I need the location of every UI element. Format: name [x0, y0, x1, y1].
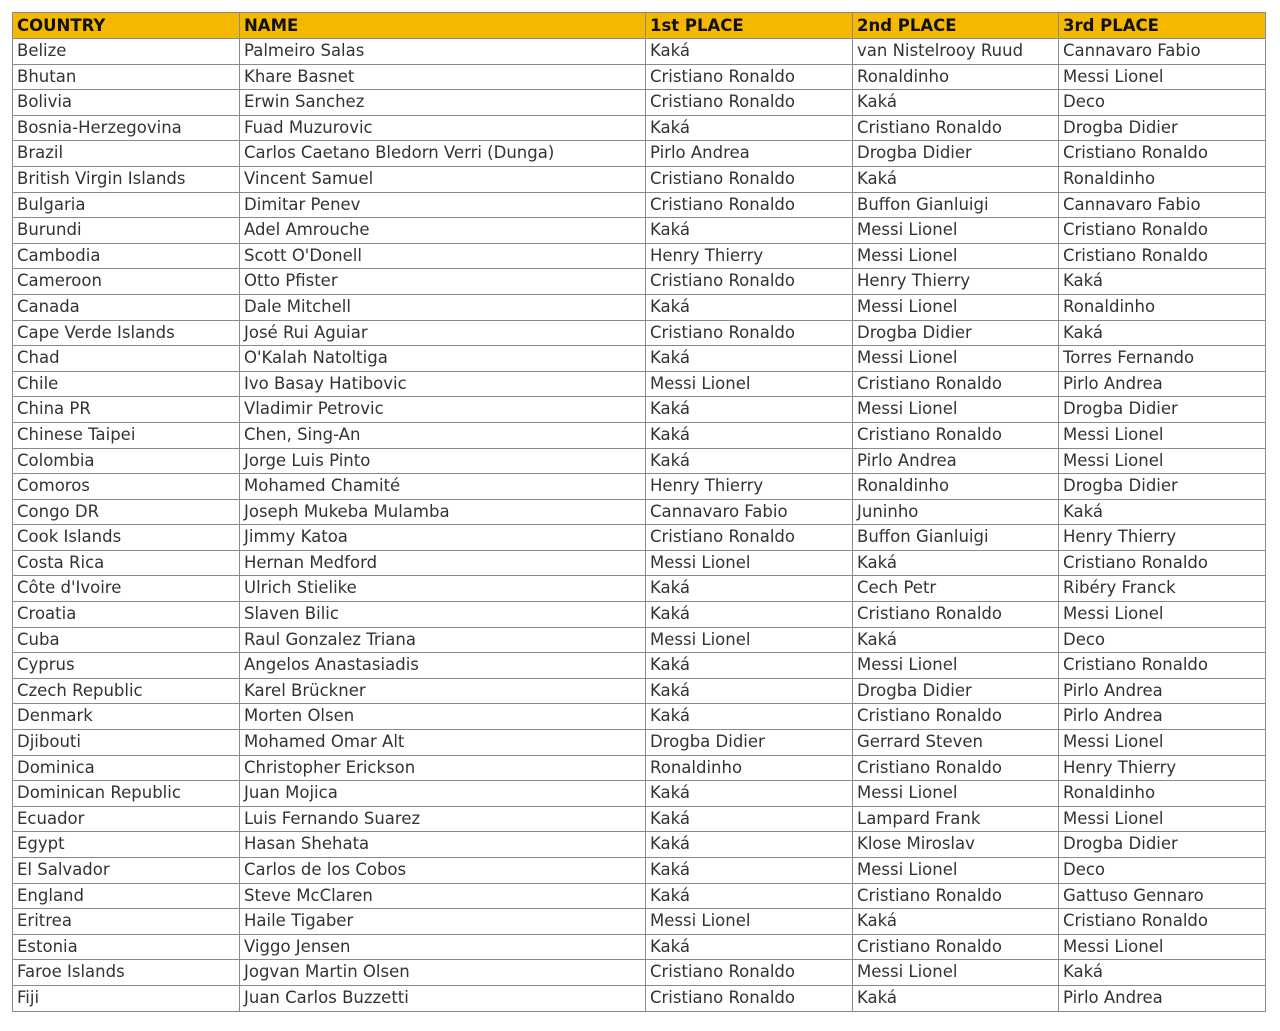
- cell-2nd-place: Cristiano Ronaldo: [853, 755, 1059, 781]
- cell-3rd-place: Torres Fernando: [1059, 346, 1266, 372]
- cell-country: Chile: [13, 371, 240, 397]
- cell-2nd-place: Buffon Gianluigi: [853, 525, 1059, 551]
- cell-2nd-place: Kaká: [853, 166, 1059, 192]
- cell-country: Estonia: [13, 934, 240, 960]
- cell-1st-place: Kaká: [646, 294, 853, 320]
- cell-3rd-place: Henry Thierry: [1059, 755, 1266, 781]
- cell-name: Raul Gonzalez Triana: [240, 627, 646, 653]
- cell-1st-place: Cristiano Ronaldo: [646, 960, 853, 986]
- cell-1st-place: Messi Lionel: [646, 371, 853, 397]
- cell-1st-place: Kaká: [646, 934, 853, 960]
- cell-name: Ulrich Stielike: [240, 576, 646, 602]
- cell-3rd-place: Kaká: [1059, 960, 1266, 986]
- cell-name: Karel Brückner: [240, 678, 646, 704]
- votes-table: [12, 12, 1266, 1012]
- cell-name: José Rui Aguiar: [240, 320, 646, 346]
- cell-3rd-place: Messi Lionel: [1059, 64, 1266, 90]
- cell-name: Palmeiro Salas: [240, 39, 646, 65]
- cell-3rd-place: Drogba Didier: [1059, 832, 1266, 858]
- cell-2nd-place: Klose Miroslav: [853, 832, 1059, 858]
- cell-name: Otto Pfister: [240, 269, 646, 295]
- cell-name: Dimitar Penev: [240, 192, 646, 218]
- table-row: [13, 960, 1266, 986]
- cell-1st-place: Cristiano Ronaldo: [646, 320, 853, 346]
- cell-3rd-place: Messi Lionel: [1059, 730, 1266, 756]
- cell-name: Vladimir Petrovic: [240, 397, 646, 423]
- cell-1st-place: Cristiano Ronaldo: [646, 192, 853, 218]
- table-row: [13, 499, 1266, 525]
- cell-3rd-place: Drogba Didier: [1059, 397, 1266, 423]
- cell-country: Cape Verde Islands: [13, 320, 240, 346]
- table-row: [13, 141, 1266, 167]
- cell-2nd-place: Pirlo Andrea: [853, 448, 1059, 474]
- cell-3rd-place: Henry Thierry: [1059, 525, 1266, 551]
- cell-1st-place: Kaká: [646, 653, 853, 679]
- cell-3rd-place: Kaká: [1059, 499, 1266, 525]
- cell-3rd-place: Messi Lionel: [1059, 934, 1266, 960]
- cell-country: Comoros: [13, 474, 240, 500]
- cell-1st-place: Cristiano Ronaldo: [646, 64, 853, 90]
- cell-1st-place: Kaká: [646, 218, 853, 244]
- column-header-name: NAME: [240, 13, 646, 39]
- cell-country: Cook Islands: [13, 525, 240, 551]
- cell-country: Cyprus: [13, 653, 240, 679]
- cell-2nd-place: Lampard Frank: [853, 806, 1059, 832]
- table-row: [13, 422, 1266, 448]
- table-row: [13, 602, 1266, 628]
- table-row: [13, 448, 1266, 474]
- table-row: [13, 218, 1266, 244]
- cell-1st-place: Ronaldinho: [646, 755, 853, 781]
- cell-1st-place: Drogba Didier: [646, 730, 853, 756]
- cell-2nd-place: Drogba Didier: [853, 678, 1059, 704]
- table-row: [13, 576, 1266, 602]
- cell-2nd-place: Ronaldinho: [853, 474, 1059, 500]
- cell-country: Chinese Taipei: [13, 422, 240, 448]
- cell-3rd-place: Messi Lionel: [1059, 448, 1266, 474]
- cell-country: Colombia: [13, 448, 240, 474]
- cell-country: England: [13, 883, 240, 909]
- cell-2nd-place: Gerrard Steven: [853, 730, 1059, 756]
- cell-country: Belize: [13, 39, 240, 65]
- cell-2nd-place: Messi Lionel: [853, 243, 1059, 269]
- cell-country: El Salvador: [13, 858, 240, 884]
- cell-country: Czech Republic: [13, 678, 240, 704]
- cell-1st-place: Kaká: [646, 576, 853, 602]
- cell-country: Bolivia: [13, 90, 240, 116]
- cell-2nd-place: Cristiano Ronaldo: [853, 934, 1059, 960]
- cell-1st-place: Kaká: [646, 858, 853, 884]
- cell-country: Eritrea: [13, 909, 240, 935]
- cell-country: Fiji: [13, 985, 240, 1011]
- cell-country: Dominican Republic: [13, 781, 240, 807]
- cell-1st-place: Cristiano Ronaldo: [646, 90, 853, 116]
- table-row: [13, 115, 1266, 141]
- cell-name: Steve McClaren: [240, 883, 646, 909]
- table-row: [13, 371, 1266, 397]
- cell-3rd-place: Deco: [1059, 627, 1266, 653]
- column-header-2nd-place: 2nd PLACE: [853, 13, 1059, 39]
- cell-3rd-place: Pirlo Andrea: [1059, 678, 1266, 704]
- cell-country: Côte d'Ivoire: [13, 576, 240, 602]
- cell-1st-place: Kaká: [646, 39, 853, 65]
- cell-name: Adel Amrouche: [240, 218, 646, 244]
- cell-name: Jogvan Martin Olsen: [240, 960, 646, 986]
- cell-2nd-place: Juninho: [853, 499, 1059, 525]
- table-row: [13, 755, 1266, 781]
- cell-name: Khare Basnet: [240, 64, 646, 90]
- cell-2nd-place: Cristiano Ronaldo: [853, 704, 1059, 730]
- cell-name: Christopher Erickson: [240, 755, 646, 781]
- cell-1st-place: Kaká: [646, 397, 853, 423]
- cell-country: Bhutan: [13, 64, 240, 90]
- table-row: [13, 294, 1266, 320]
- table-row: [13, 704, 1266, 730]
- cell-2nd-place: Messi Lionel: [853, 218, 1059, 244]
- table-row: [13, 320, 1266, 346]
- cell-name: Haile Tigaber: [240, 909, 646, 935]
- cell-2nd-place: Cristiano Ronaldo: [853, 371, 1059, 397]
- table-row: [13, 730, 1266, 756]
- table-row: [13, 166, 1266, 192]
- cell-name: Erwin Sanchez: [240, 90, 646, 116]
- cell-3rd-place: Cristiano Ronaldo: [1059, 218, 1266, 244]
- table-row: [13, 985, 1266, 1011]
- cell-3rd-place: Drogba Didier: [1059, 115, 1266, 141]
- cell-1st-place: Henry Thierry: [646, 243, 853, 269]
- cell-2nd-place: Cristiano Ronaldo: [853, 883, 1059, 909]
- cell-2nd-place: Henry Thierry: [853, 269, 1059, 295]
- table-row: [13, 653, 1266, 679]
- cell-1st-place: Kaká: [646, 832, 853, 858]
- cell-country: Congo DR: [13, 499, 240, 525]
- cell-name: Ivo Basay Hatibovic: [240, 371, 646, 397]
- cell-country: Dominica: [13, 755, 240, 781]
- table-row: [13, 883, 1266, 909]
- cell-country: Chad: [13, 346, 240, 372]
- cell-name: Joseph Mukeba Mulamba: [240, 499, 646, 525]
- cell-3rd-place: Pirlo Andrea: [1059, 371, 1266, 397]
- table-row: [13, 627, 1266, 653]
- cell-3rd-place: Messi Lionel: [1059, 602, 1266, 628]
- cell-name: Morten Olsen: [240, 704, 646, 730]
- cell-3rd-place: Cannavaro Fabio: [1059, 192, 1266, 218]
- cell-3rd-place: Cristiano Ronaldo: [1059, 141, 1266, 167]
- cell-1st-place: Cristiano Ronaldo: [646, 985, 853, 1011]
- cell-2nd-place: Messi Lionel: [853, 960, 1059, 986]
- table-row: [13, 397, 1266, 423]
- cell-2nd-place: Buffon Gianluigi: [853, 192, 1059, 218]
- cell-1st-place: Kaká: [646, 704, 853, 730]
- cell-2nd-place: Messi Lionel: [853, 858, 1059, 884]
- column-header-1st-place: 1st PLACE: [646, 13, 853, 39]
- cell-country: Bulgaria: [13, 192, 240, 218]
- table-body: [13, 39, 1266, 1012]
- cell-name: Scott O'Donell: [240, 243, 646, 269]
- cell-1st-place: Kaká: [646, 602, 853, 628]
- cell-name: Angelos Anastasiadis: [240, 653, 646, 679]
- cell-2nd-place: Kaká: [853, 627, 1059, 653]
- cell-country: British Virgin Islands: [13, 166, 240, 192]
- cell-1st-place: Kaká: [646, 678, 853, 704]
- cell-2nd-place: Drogba Didier: [853, 141, 1059, 167]
- table-row: [13, 678, 1266, 704]
- cell-1st-place: Kaká: [646, 806, 853, 832]
- cell-1st-place: Cristiano Ronaldo: [646, 525, 853, 551]
- cell-2nd-place: Kaká: [853, 985, 1059, 1011]
- cell-3rd-place: Ronaldinho: [1059, 781, 1266, 807]
- table-row: [13, 192, 1266, 218]
- cell-name: Carlos Caetano Bledorn Verri (Dunga): [240, 141, 646, 167]
- cell-3rd-place: Pirlo Andrea: [1059, 704, 1266, 730]
- cell-name: Fuad Muzurovic: [240, 115, 646, 141]
- cell-name: Chen, Sing-An: [240, 422, 646, 448]
- table-row: [13, 346, 1266, 372]
- table-row: [13, 39, 1266, 65]
- cell-3rd-place: Cristiano Ronaldo: [1059, 909, 1266, 935]
- cell-3rd-place: Pirlo Andrea: [1059, 985, 1266, 1011]
- cell-name: O'Kalah Natoltiga: [240, 346, 646, 372]
- cell-name: Luis Fernando Suarez: [240, 806, 646, 832]
- cell-2nd-place: Messi Lionel: [853, 781, 1059, 807]
- cell-name: Carlos de los Cobos: [240, 858, 646, 884]
- cell-name: Slaven Bilic: [240, 602, 646, 628]
- cell-2nd-place: Kaká: [853, 90, 1059, 116]
- cell-name: Jimmy Katoa: [240, 525, 646, 551]
- cell-3rd-place: Deco: [1059, 858, 1266, 884]
- cell-country: Canada: [13, 294, 240, 320]
- table-row: [13, 858, 1266, 884]
- cell-country: Cuba: [13, 627, 240, 653]
- table-row: [13, 550, 1266, 576]
- cell-name: Mohamed Omar Alt: [240, 730, 646, 756]
- cell-3rd-place: Messi Lionel: [1059, 806, 1266, 832]
- table-row: [13, 781, 1266, 807]
- cell-name: Jorge Luis Pinto: [240, 448, 646, 474]
- cell-country: Faroe Islands: [13, 960, 240, 986]
- cell-1st-place: Kaká: [646, 422, 853, 448]
- cell-2nd-place: Kaká: [853, 909, 1059, 935]
- cell-3rd-place: Cristiano Ronaldo: [1059, 243, 1266, 269]
- cell-name: Vincent Samuel: [240, 166, 646, 192]
- cell-name: Juan Carlos Buzzetti: [240, 985, 646, 1011]
- cell-3rd-place: Ronaldinho: [1059, 166, 1266, 192]
- cell-2nd-place: Messi Lionel: [853, 346, 1059, 372]
- cell-2nd-place: Cristiano Ronaldo: [853, 115, 1059, 141]
- cell-name: Hasan Shehata: [240, 832, 646, 858]
- cell-1st-place: Messi Lionel: [646, 627, 853, 653]
- cell-name: Dale Mitchell: [240, 294, 646, 320]
- cell-1st-place: Kaká: [646, 883, 853, 909]
- cell-3rd-place: Messi Lionel: [1059, 422, 1266, 448]
- cell-3rd-place: Kaká: [1059, 320, 1266, 346]
- cell-3rd-place: Ronaldinho: [1059, 294, 1266, 320]
- cell-3rd-place: Drogba Didier: [1059, 474, 1266, 500]
- cell-1st-place: Kaká: [646, 346, 853, 372]
- cell-country: Djibouti: [13, 730, 240, 756]
- cell-country: Cambodia: [13, 243, 240, 269]
- cell-3rd-place: Deco: [1059, 90, 1266, 116]
- table-row: [13, 934, 1266, 960]
- cell-1st-place: Kaká: [646, 448, 853, 474]
- cell-country: Bosnia-Herzegovina: [13, 115, 240, 141]
- cell-name: Viggo Jensen: [240, 934, 646, 960]
- cell-1st-place: Messi Lionel: [646, 909, 853, 935]
- table-row: [13, 909, 1266, 935]
- cell-3rd-place: Kaká: [1059, 269, 1266, 295]
- cell-3rd-place: Cristiano Ronaldo: [1059, 653, 1266, 679]
- cell-2nd-place: Cech Petr: [853, 576, 1059, 602]
- cell-2nd-place: Cristiano Ronaldo: [853, 422, 1059, 448]
- cell-2nd-place: Drogba Didier: [853, 320, 1059, 346]
- cell-name: Mohamed Chamité: [240, 474, 646, 500]
- cell-3rd-place: Cannavaro Fabio: [1059, 39, 1266, 65]
- cell-country: Costa Rica: [13, 550, 240, 576]
- cell-2nd-place: Cristiano Ronaldo: [853, 602, 1059, 628]
- cell-name: Hernan Medford: [240, 550, 646, 576]
- cell-3rd-place: Gattuso Gennaro: [1059, 883, 1266, 909]
- cell-1st-place: Kaká: [646, 781, 853, 807]
- cell-2nd-place: Messi Lionel: [853, 397, 1059, 423]
- cell-1st-place: Cristiano Ronaldo: [646, 166, 853, 192]
- table-row: [13, 806, 1266, 832]
- cell-country: Burundi: [13, 218, 240, 244]
- cell-1st-place: Kaká: [646, 115, 853, 141]
- cell-country: Cameroon: [13, 269, 240, 295]
- cell-2nd-place: Kaká: [853, 550, 1059, 576]
- cell-1st-place: Pirlo Andrea: [646, 141, 853, 167]
- cell-country: Egypt: [13, 832, 240, 858]
- header-row: [13, 13, 1266, 39]
- cell-name: Juan Mojica: [240, 781, 646, 807]
- cell-1st-place: Cristiano Ronaldo: [646, 269, 853, 295]
- table-row: [13, 64, 1266, 90]
- cell-2nd-place: Messi Lionel: [853, 653, 1059, 679]
- cell-2nd-place: Ronaldinho: [853, 64, 1059, 90]
- cell-1st-place: Cannavaro Fabio: [646, 499, 853, 525]
- spreadsheet: [12, 12, 1265, 1012]
- cell-country: Croatia: [13, 602, 240, 628]
- table-row: [13, 243, 1266, 269]
- table-row: [13, 90, 1266, 116]
- cell-1st-place: Henry Thierry: [646, 474, 853, 500]
- cell-2nd-place: Messi Lionel: [853, 294, 1059, 320]
- column-header-3rd-place: 3rd PLACE: [1059, 13, 1266, 39]
- cell-country: China PR: [13, 397, 240, 423]
- cell-country: Denmark: [13, 704, 240, 730]
- column-header-country: COUNTRY: [13, 13, 240, 39]
- cell-1st-place: Messi Lionel: [646, 550, 853, 576]
- cell-3rd-place: Ribéry Franck: [1059, 576, 1266, 602]
- cell-country: Ecuador: [13, 806, 240, 832]
- table-row: [13, 832, 1266, 858]
- cell-country: Brazil: [13, 141, 240, 167]
- table-row: [13, 269, 1266, 295]
- cell-2nd-place: van Nistelrooy Ruud: [853, 39, 1059, 65]
- cell-3rd-place: Cristiano Ronaldo: [1059, 550, 1266, 576]
- table-row: [13, 525, 1266, 551]
- table-row: [13, 474, 1266, 500]
